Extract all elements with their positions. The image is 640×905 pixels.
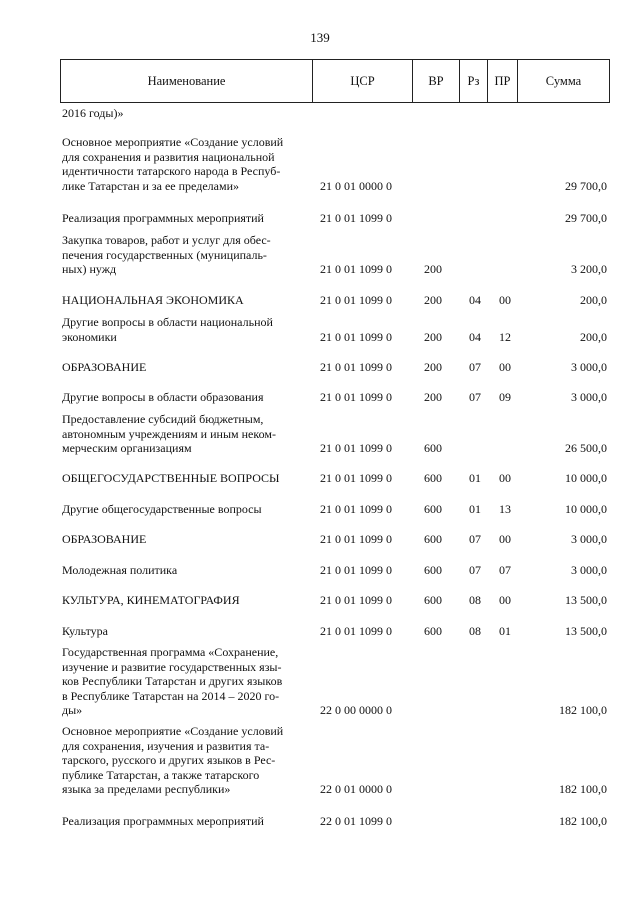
table-header bbox=[60, 59, 610, 103]
row-csr: 21 0 01 1099 0 bbox=[320, 471, 392, 485]
row-sum: 182 100,0 bbox=[559, 703, 607, 717]
row-name: Молодежная политика bbox=[62, 563, 178, 577]
row-name: Предоставление субсидий бюджетным, автономным учреждениям и иным неком- мерческим организациям bbox=[62, 412, 276, 455]
row-name: Другие вопросы в области национальной экономики bbox=[62, 315, 273, 344]
row-name: ОБЩЕГОСУДАРСТВЕННЫЕ ВОПРОСЫ bbox=[62, 471, 280, 485]
table-row bbox=[62, 814, 607, 829]
row-sum: 10 000,0 bbox=[565, 471, 607, 485]
row-pr: 00 bbox=[499, 360, 511, 374]
row-rz: 01 bbox=[469, 471, 481, 485]
row-sum: 13 500,0 bbox=[565, 593, 607, 607]
row-name: Реализация программных мероприятий bbox=[62, 211, 264, 225]
row-vr: 200 bbox=[424, 390, 442, 404]
row-rz: 07 bbox=[469, 532, 481, 546]
row-pr: 13 bbox=[499, 502, 511, 516]
table-row bbox=[62, 563, 607, 578]
row-csr: 21 0 01 0000 0 bbox=[320, 178, 392, 193]
row-name: ОБРАЗОВАНИЕ bbox=[62, 532, 147, 546]
row-sum: 200,0 bbox=[580, 293, 607, 307]
table-row bbox=[62, 293, 607, 308]
header-csr: ЦСР bbox=[313, 60, 413, 102]
row-sum: 3 200,0 bbox=[571, 262, 607, 276]
row-vr: 200 bbox=[424, 293, 442, 307]
row-pr: 00 bbox=[499, 293, 511, 307]
row-pr: 07 bbox=[499, 563, 511, 577]
table-row bbox=[62, 502, 607, 517]
row-rz: 08 bbox=[469, 624, 481, 638]
table-row bbox=[62, 390, 607, 405]
row-pr: 01 bbox=[499, 624, 511, 638]
row-csr: 22 0 01 0000 0 bbox=[320, 782, 392, 796]
header-vr: ВР bbox=[413, 60, 460, 102]
row-csr: 21 0 01 1099 0 bbox=[320, 360, 392, 374]
row-pr: 00 bbox=[499, 532, 511, 546]
row-sum: 3 000,0 bbox=[571, 532, 607, 546]
row-csr: 21 0 01 1099 0 bbox=[320, 390, 392, 404]
row-sum: 3 000,0 bbox=[571, 563, 607, 577]
row-sum: 182 100,0 bbox=[559, 782, 607, 796]
table-row bbox=[62, 624, 607, 639]
row-csr: 21 0 01 1099 0 bbox=[320, 563, 392, 577]
row-sum: 3 000,0 bbox=[571, 360, 607, 374]
row-name: Культура bbox=[62, 624, 108, 638]
row-sum: 29 700,0 bbox=[565, 178, 607, 193]
row-name: Закупка товаров, работ и услуг для обес- печения государственных (муниципаль- ных) нужд bbox=[62, 233, 271, 276]
row-pr: 00 bbox=[499, 471, 511, 485]
table-row bbox=[62, 471, 607, 486]
row-name: ОБРАЗОВАНИЕ bbox=[62, 360, 147, 374]
row-vr: 600 bbox=[424, 471, 442, 485]
row-pr: 00 bbox=[499, 593, 511, 607]
table-row bbox=[62, 724, 607, 797]
row-pr: 09 bbox=[499, 390, 511, 404]
row-name: НАЦИОНАЛЬНАЯ ЭКОНОМИКА bbox=[62, 293, 244, 307]
row-rz: 07 bbox=[469, 360, 481, 374]
row-vr: 600 bbox=[424, 593, 442, 607]
row-rz: 01 bbox=[469, 502, 481, 516]
row-rz: 08 bbox=[469, 593, 481, 607]
row-csr: 21 0 01 1099 0 bbox=[320, 211, 392, 225]
row-vr: 600 bbox=[424, 441, 442, 455]
table-row bbox=[62, 360, 607, 375]
row-name: Государственная программа «Сохранение, изучение и развитие государственных язы- ков Республики Татарстан и других языков в Республике Татарстан на 2014 – 2020 го- ды» bbox=[62, 645, 283, 717]
row-csr: 21 0 01 1099 0 bbox=[320, 262, 392, 276]
row-rz: 07 bbox=[469, 563, 481, 577]
row-sum: 10 000,0 bbox=[565, 502, 607, 516]
row-csr: 21 0 01 1099 0 bbox=[320, 441, 392, 455]
table-row bbox=[62, 233, 607, 277]
row-vr: 600 bbox=[424, 502, 442, 516]
row-sum: 200,0 bbox=[580, 329, 607, 344]
table-row bbox=[62, 532, 607, 547]
row-csr: 22 0 00 0000 0 bbox=[320, 703, 392, 717]
table-row bbox=[62, 645, 607, 718]
row-name: Другие вопросы в области образования bbox=[62, 390, 264, 404]
row-sum: 182 100,0 bbox=[559, 814, 607, 828]
row-csr: 21 0 01 1099 0 bbox=[320, 532, 392, 546]
row-vr: 200 bbox=[424, 329, 442, 344]
table-row bbox=[62, 135, 607, 193]
table-row bbox=[62, 412, 607, 456]
row-csr: 21 0 01 1099 0 bbox=[320, 293, 392, 307]
row-vr: 200 bbox=[424, 360, 442, 374]
row-csr: 21 0 01 1099 0 bbox=[320, 329, 392, 344]
header-sum: Сумма bbox=[545, 73, 582, 88]
row-name: Другие общегосударственные вопросы bbox=[62, 502, 262, 516]
row-vr: 600 bbox=[424, 532, 442, 546]
row-name: Основное мероприятие «Создание условий для сохранения, изучения и развития та- тарского, русского и других языков в Рес- публике Татарстан, а также татарского языка за пределами республики» bbox=[62, 724, 284, 796]
row-pr: 12 bbox=[499, 329, 511, 344]
table-row bbox=[62, 211, 607, 226]
row-name: КУЛЬТУРА, КИНЕМАТОГРАФИЯ bbox=[62, 593, 240, 607]
header-name: Наименование bbox=[61, 60, 313, 102]
row-vr: 200 bbox=[424, 262, 442, 276]
row-vr: 600 bbox=[424, 624, 442, 638]
row-sum: 29 700,0 bbox=[565, 211, 607, 225]
row-rz: 04 bbox=[469, 293, 481, 307]
table-row bbox=[62, 315, 607, 344]
row-csr: 21 0 01 1099 0 bbox=[320, 593, 392, 607]
header-pr: ПР bbox=[488, 60, 518, 102]
row-sum: 26 500,0 bbox=[565, 441, 607, 455]
row-sum: 3 000,0 bbox=[571, 390, 607, 404]
row-csr: 21 0 01 1099 0 bbox=[320, 624, 392, 638]
row-name: Основное мероприятие «Создание условий для сохранения и развития национальной идентичности татарского народа в Респуб- лике Татарстан и за ее пределами» bbox=[62, 135, 284, 193]
continuation-row bbox=[62, 106, 607, 121]
row-csr: 21 0 01 1099 0 bbox=[320, 502, 392, 516]
continuation-text: 2016 годы)» bbox=[62, 106, 124, 120]
row-vr: 600 bbox=[424, 563, 442, 577]
row-rz: 04 bbox=[469, 329, 481, 344]
header-rz: Рз bbox=[460, 60, 488, 102]
row-sum: 13 500,0 bbox=[565, 624, 607, 638]
page-number: 139 bbox=[310, 30, 330, 45]
row-name: Реализация программных мероприятий bbox=[62, 814, 264, 828]
table-row bbox=[62, 593, 607, 608]
row-rz: 07 bbox=[469, 390, 481, 404]
row-csr: 22 0 01 1099 0 bbox=[320, 814, 392, 828]
